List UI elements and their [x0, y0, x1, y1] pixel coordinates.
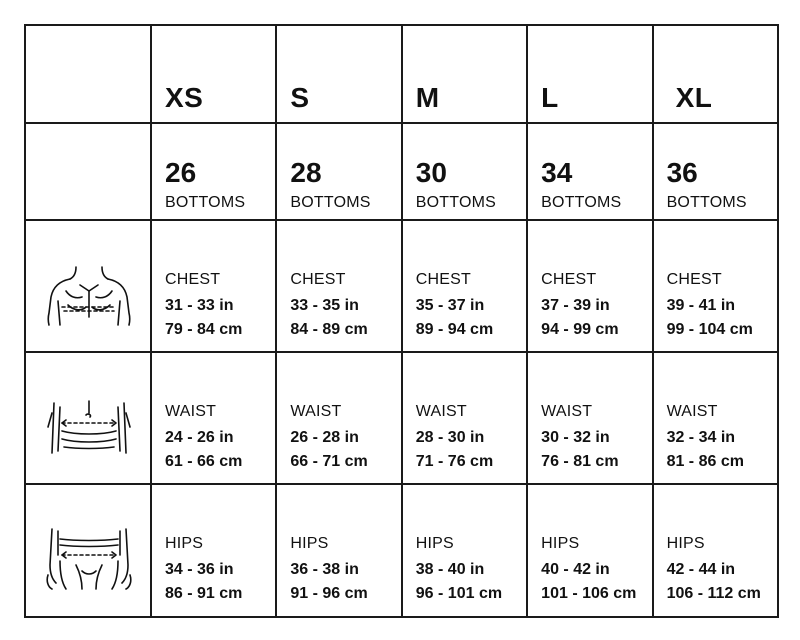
inches-value: 33 - 35 in [290, 297, 359, 314]
measurement-cell [527, 484, 652, 617]
bottoms-number: 30 [415, 157, 447, 188]
size-cell-s [276, 25, 401, 123]
cm-value: 99 - 104 cm [666, 321, 753, 338]
size-header-row [25, 25, 778, 123]
waist-icon-cell [25, 352, 151, 484]
measurement-label: CHEST [415, 271, 472, 288]
measurement-cell [402, 484, 527, 617]
measurement-cell [151, 220, 276, 352]
inches-value: 26 - 28 in [290, 429, 359, 446]
cm-value: 61 - 66 cm [165, 453, 243, 470]
measurement-label: HIPS [415, 535, 454, 552]
measurement-cell [151, 484, 276, 617]
inches-value: 24 - 26 in [165, 429, 234, 446]
inches-value: 34 - 36 in [165, 561, 234, 578]
measurement-cell [653, 220, 778, 352]
bottoms-number: 34 [541, 157, 573, 188]
bottoms-row-blank [25, 123, 151, 220]
cm-value: 91 - 96 cm [290, 585, 368, 602]
measurement-label: HIPS [290, 535, 329, 552]
size-cell-xl [653, 25, 778, 123]
measurement-label: HIPS [165, 535, 204, 552]
size-cell-xs [151, 25, 276, 123]
measurement-cell [527, 352, 652, 484]
waist-row [25, 352, 778, 484]
size-label: XS [165, 82, 204, 113]
cm-value: 86 - 91 cm [165, 585, 243, 602]
bottoms-number: 36 [666, 157, 698, 188]
cm-value: 81 - 86 cm [666, 453, 744, 470]
measurement-cell [653, 352, 778, 484]
measurement-label: CHEST [290, 271, 346, 288]
cm-value: 101 - 106 cm [541, 585, 637, 602]
measurement-label: WAIST [541, 403, 593, 420]
cm-value: 84 - 89 cm [290, 321, 368, 338]
cm-value: 106 - 112 cm [666, 585, 761, 602]
bottoms-label: BOTTOMS [666, 194, 747, 211]
measurement-cell [276, 352, 401, 484]
waist-icon [46, 393, 132, 459]
measurement-label: WAIST [666, 403, 718, 420]
bottoms-cell [276, 123, 401, 220]
inches-value: 37 - 39 in [541, 297, 610, 314]
measurement-label: WAIST [165, 403, 217, 420]
hips-row [25, 484, 778, 617]
inches-value: 28 - 30 in [415, 429, 485, 446]
measurement-label: WAIST [290, 403, 342, 420]
measurement-cell [276, 220, 401, 352]
measurement-label: HIPS [666, 535, 705, 552]
measurement-label: HIPS [541, 535, 580, 552]
measurement-label: CHEST [541, 271, 597, 288]
inches-value: 39 - 41 in [666, 297, 736, 314]
inches-value: 31 - 33 in [165, 297, 234, 314]
bottoms-number: 28 [290, 157, 322, 188]
bottoms-label: BOTTOMS [415, 194, 497, 211]
size-chart-table [24, 24, 779, 618]
inches-value: 32 - 34 in [666, 429, 736, 446]
cm-value: 89 - 94 cm [415, 321, 494, 338]
measurement-label: CHEST [165, 271, 221, 288]
size-cell-l [527, 25, 652, 123]
bottoms-number: 26 [165, 157, 197, 188]
bottoms-row [25, 123, 778, 220]
chest-row [25, 220, 778, 352]
cm-value: 94 - 99 cm [541, 321, 619, 338]
bottoms-cell [527, 123, 652, 220]
cm-value: 66 - 71 cm [290, 453, 368, 470]
bottoms-label: BOTTOMS [165, 194, 246, 211]
chest-icon [46, 261, 132, 327]
inches-value: 40 - 42 in [541, 561, 610, 578]
measurement-cell [653, 484, 778, 617]
hips-icon [46, 525, 132, 591]
corner-cell [25, 25, 151, 123]
inches-value: 30 - 32 in [541, 429, 610, 446]
measurement-cell [151, 352, 276, 484]
bottoms-cell [151, 123, 276, 220]
bottoms-cell [402, 123, 527, 220]
inches-value: 38 - 40 in [415, 561, 485, 578]
cm-value: 71 - 76 cm [415, 453, 494, 470]
cm-value: 76 - 81 cm [541, 453, 619, 470]
measurement-label: WAIST [415, 403, 467, 420]
bottoms-label: BOTTOMS [541, 194, 622, 211]
measurement-cell [402, 352, 527, 484]
size-cell-m [402, 25, 527, 123]
hips-icon-cell [25, 484, 151, 617]
cm-value: 79 - 84 cm [165, 321, 243, 338]
measurement-cell [402, 220, 527, 352]
inches-value: 36 - 38 in [290, 561, 359, 578]
bottoms-label: BOTTOMS [290, 194, 371, 211]
measurement-cell [276, 484, 401, 617]
size-label: M [415, 82, 440, 113]
bottoms-cell [653, 123, 778, 220]
size-label: L [541, 82, 559, 113]
size-label: S [290, 82, 310, 113]
measurement-cell [527, 220, 652, 352]
measurement-label: CHEST [666, 271, 722, 288]
size-label: XL [675, 82, 713, 113]
chest-icon-cell [25, 220, 151, 352]
inches-value: 42 - 44 in [666, 561, 736, 578]
inches-value: 35 - 37 in [415, 297, 485, 314]
cm-value: 96 - 101 cm [415, 585, 503, 602]
